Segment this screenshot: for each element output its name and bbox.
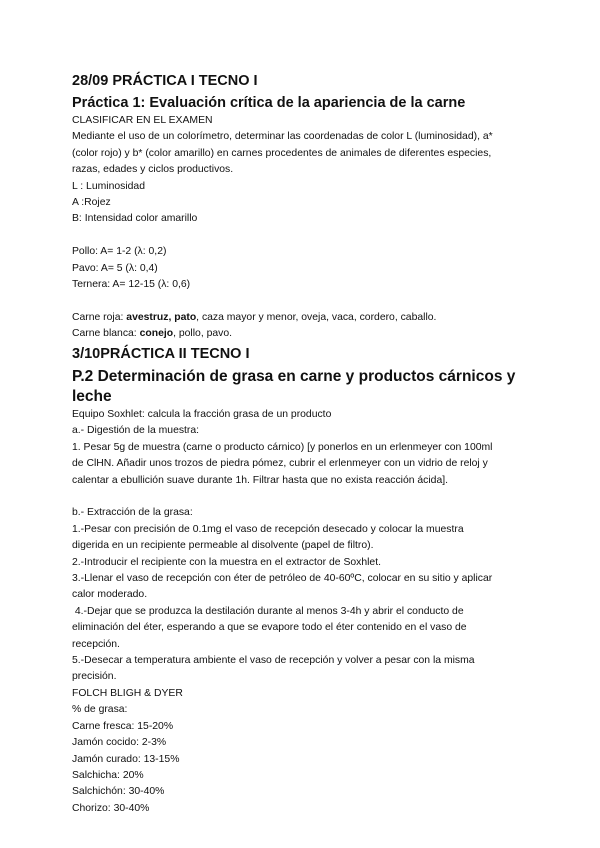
grasa-item: Jamón curado: 13-15% bbox=[72, 753, 180, 765]
value-line: Pollo: A= 1-2 (λ: 0,2) bbox=[72, 246, 167, 258]
value-line: Ternera: A= 12-15 (λ: 0,6) bbox=[72, 279, 191, 291]
text-line: 1.-Pesar con precisión de 0.1mg el vaso de recepción desecado y colocar la muestra bbox=[72, 523, 464, 535]
text-line: a.- Digestión de la muestra: bbox=[72, 425, 200, 437]
carne-blanca-line bbox=[72, 326, 542, 342]
section-practica-2 bbox=[72, 345, 542, 817]
text-line: 4.-Dejar que se produzca la destilación durante al menos 3-4h y abrir el conducto de bbox=[72, 605, 464, 617]
carne-roja-bold: avestruz, pato bbox=[126, 311, 197, 323]
carne-roja-rest: , caza mayor y menor, oveja, vaca, cordero, caballo. bbox=[196, 311, 437, 323]
text-line: A :Rojez bbox=[72, 197, 111, 209]
grasa-item: Carne fresca: 15-20% bbox=[72, 720, 174, 732]
text-line: 1. Pesar 5g de muestra (carne o producto cárnico) [y ponerlos en un erlenmeyer con 100ml bbox=[72, 441, 493, 453]
text-line: (color rojo) y b* (color amarillo) en carnes procedentes de animales de diferentes especies, bbox=[72, 147, 492, 159]
grasa-item: Salchichón: 30-40% bbox=[72, 786, 165, 798]
text-line: Mediante el uso de un colorímetro, determinar las coordenadas de color L (luminosidad), a* bbox=[72, 131, 493, 143]
carne-roja-line bbox=[72, 310, 542, 326]
section-title: Práctica 1: Evaluación crítica de la apariencia de la carne bbox=[72, 95, 466, 111]
text-line: recepción. bbox=[72, 638, 120, 650]
carne-blanca-label: Carne blanca: bbox=[72, 328, 140, 340]
section-practica-1 bbox=[72, 72, 542, 343]
text-line: CLASIFICAR EN EL EXAMEN bbox=[72, 115, 213, 126]
text-line: L : Luminosidad bbox=[72, 180, 145, 192]
text-line: 2.-Introducir el recipiente con la muestra en el extractor de Soxhlet. bbox=[72, 556, 381, 568]
text-line: eliminación del éter, esperando a que se evapore todo el éter contenido en el vaso de bbox=[72, 622, 467, 634]
text-line: B: Intensidad color amarillo bbox=[72, 213, 198, 225]
section-title-line: leche bbox=[72, 388, 112, 405]
text-line: razas, edades y ciclos productivos. bbox=[72, 164, 234, 176]
text-line: de ClHN. Añadir unos trozos de piedra pómez, cubrir el erlenmeyer con un vidrio de reloj y bbox=[72, 458, 488, 470]
text-line: calor moderado. bbox=[72, 589, 148, 601]
text-line: precisión. bbox=[72, 671, 117, 683]
text-line: 3.-Llenar el vaso de recepción con éter de petróleo de 40-60ºC, colocar en su sitio y aplicar bbox=[72, 573, 493, 585]
grasa-item: Jamón cocido: 2-3% bbox=[72, 737, 167, 749]
text-line: % de grasa: bbox=[72, 704, 128, 716]
text-line: 5.-Desecar a temperatura ambiente el vaso de recepción y volver a pesar con la misma bbox=[72, 655, 475, 667]
text-line: Equipo Soxhlet: calcula la fracción grasa de un producto bbox=[72, 409, 332, 420]
carne-blanca-bold: conejo bbox=[139, 328, 174, 340]
text-line: FOLCH BLIGH & DYER bbox=[72, 687, 183, 699]
text-line: b.- Extracción de la grasa: bbox=[72, 507, 193, 519]
grasa-item: Salchicha: 20% bbox=[72, 769, 144, 781]
text-line: digerida en un recipiente permeable al disolvente (papel de filtro). bbox=[72, 540, 374, 552]
grasa-item: Chorizo: 30-40% bbox=[72, 802, 150, 814]
carne-roja-label: Carne roja: bbox=[72, 311, 127, 323]
section-heading: 28/09 PRÁCTICA I TECNO I bbox=[72, 73, 258, 89]
text-line: calentar a ebullición suave durante 1h. Filtrar hasta que no exista reacción ácida]. bbox=[72, 474, 449, 486]
carne-blanca-rest: , pollo, pavo. bbox=[173, 328, 233, 340]
section-heading: 3/10PRÁCTICA II TECNO I bbox=[72, 346, 250, 362]
section-title-line: P.2 Determinación de grasa en carne y productos cárnicos y bbox=[72, 368, 516, 385]
value-line: Pavo: A= 5 (λ: 0,4) bbox=[72, 262, 158, 274]
